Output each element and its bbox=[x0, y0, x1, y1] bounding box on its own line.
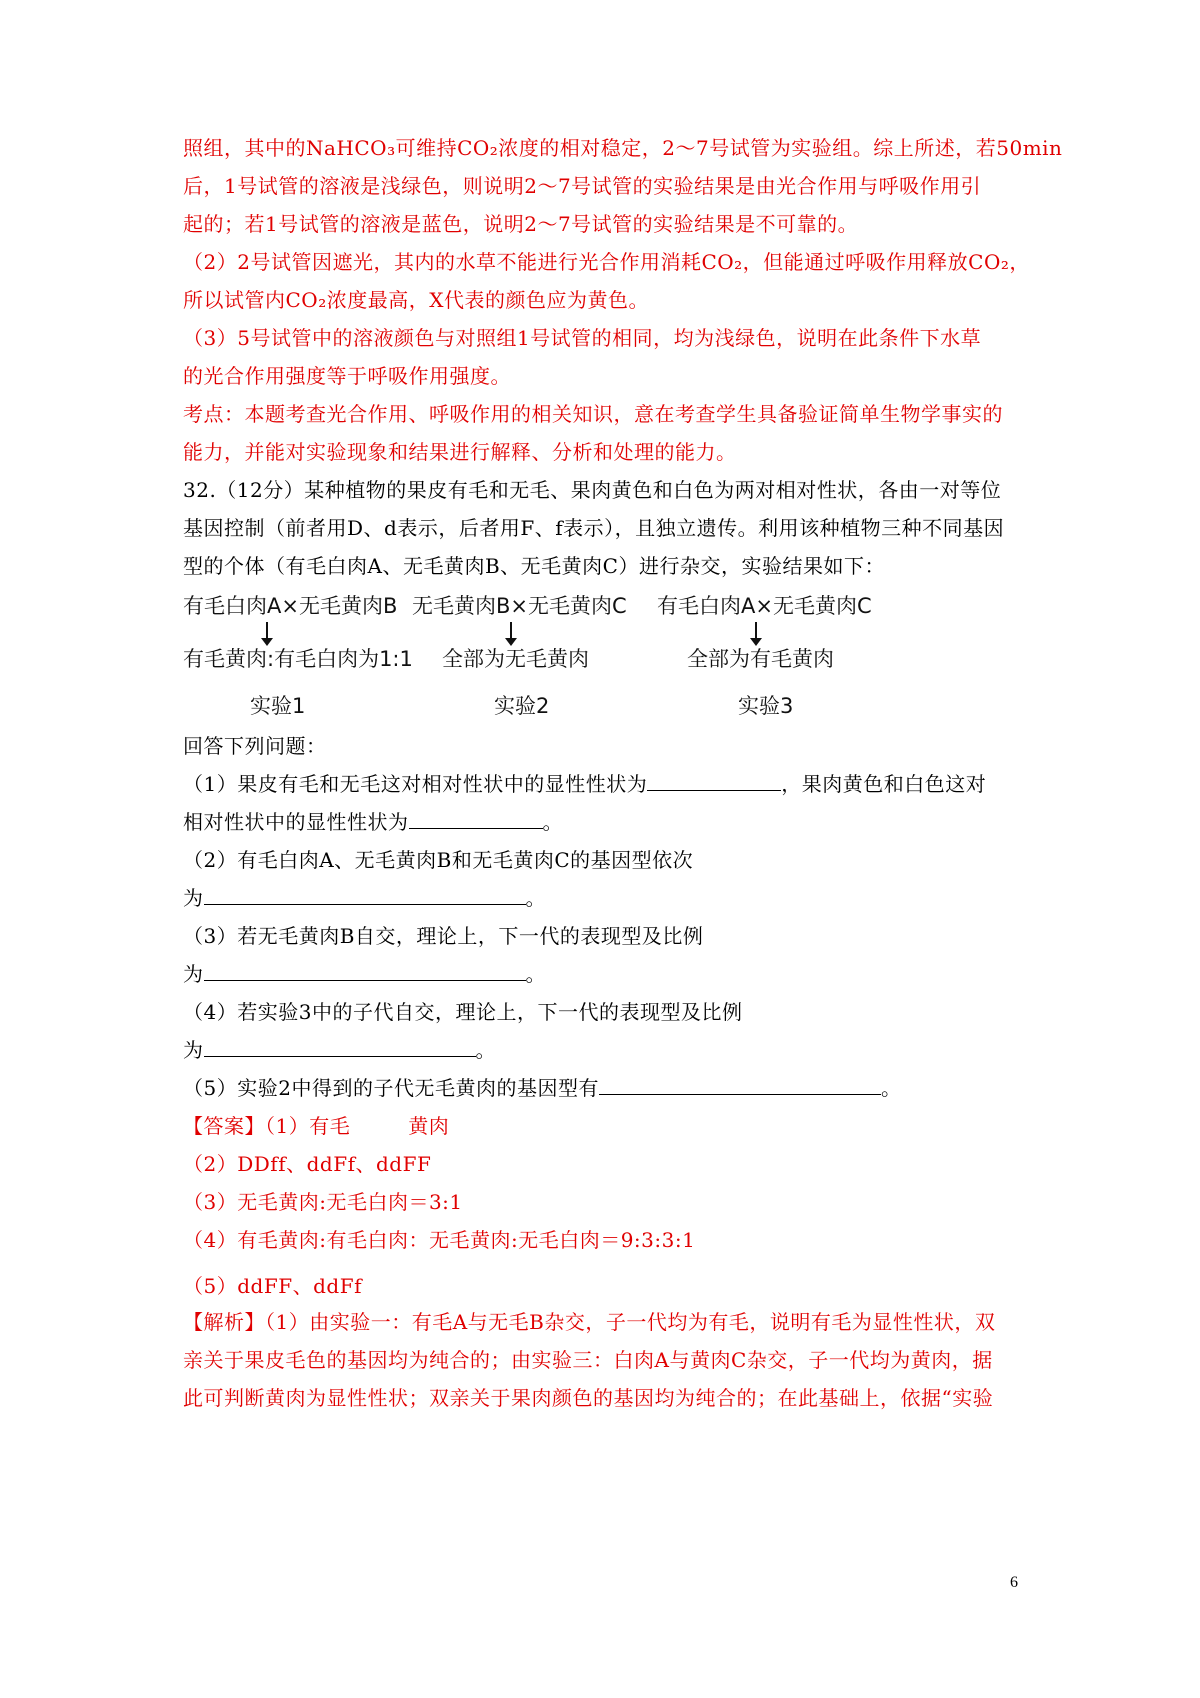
explanation-line: 起的；若1号试管的溶液是蓝色，说明2～7号试管的实验结果是不可靠的。 bbox=[183, 212, 859, 236]
experiment-2-label: 实验2 bbox=[494, 694, 550, 718]
answer-line-2: （2）DDff、ddFf、ddFF bbox=[183, 1152, 432, 1176]
answer-1b: 黄肉 bbox=[408, 1114, 450, 1138]
answer-blank bbox=[204, 960, 526, 981]
period: 。 bbox=[542, 810, 563, 834]
experiment-2-cross: 无毛黄肉B×无毛黄肉C bbox=[412, 594, 627, 618]
sub-question-5-text: （5）实验2中得到的子代无毛黄肉的基因型有 bbox=[183, 1076, 599, 1100]
experiment-1-result: 有毛黄肉:有毛白肉为1:1 bbox=[183, 647, 413, 671]
experiment-2-result: 全部为无毛黄肉 bbox=[442, 647, 589, 671]
sub-question-4: （4）若实验3中的子代自交，理论上，下一代的表现型及比例 bbox=[183, 1000, 743, 1024]
question-stem-line: 型的个体（有毛白肉A、无毛黄肉B、无毛黄肉C）进行杂交，实验结果如下： bbox=[183, 554, 885, 578]
answer-line-3: （3）无毛黄肉:无毛白肉＝3:1 bbox=[183, 1190, 463, 1214]
analysis-tag: 【解析】 bbox=[183, 1310, 265, 1334]
experiment-3-cross: 有毛白肉A×无毛黄肉C bbox=[657, 594, 872, 618]
answer-blank bbox=[204, 1036, 476, 1057]
question-stem-line: 32.（12分）某种植物的果皮有毛和无毛、果肉黄色和白色为两对相对性状，各由一对等位 bbox=[183, 478, 1002, 502]
answer-line-4: （4）有毛黄肉:有毛白肉：无毛黄肉:无毛白肉＝9:3:3:1 bbox=[183, 1228, 696, 1252]
answer-blank bbox=[409, 808, 543, 829]
wei-text: 为 bbox=[183, 886, 204, 910]
page-number: 6 bbox=[1010, 1574, 1018, 1591]
answer-prompt: 回答下列问题： bbox=[183, 734, 327, 758]
analysis-line-1 bbox=[183, 1308, 1033, 1336]
sub-question-4-cont bbox=[183, 1036, 1033, 1064]
arrow-down-icon bbox=[266, 622, 268, 640]
sub-question-1-text: （1）果皮有毛和无毛这对相对性状中的显性性状为 bbox=[183, 772, 648, 796]
sub-question-3: （3）若无毛黄肉B自交，理论上，下一代的表现型及比例 bbox=[183, 924, 704, 948]
explanation-line: 后，1号试管的溶液是浅绿色，则说明2～7号试管的实验结果是由光合作用与呼吸作用引 bbox=[183, 174, 982, 198]
wei-text: 为 bbox=[183, 1038, 204, 1062]
answer-line-5: （5）ddFF、ddFf bbox=[183, 1274, 362, 1298]
explanation-line: 的光合作用强度等于呼吸作用强度。 bbox=[183, 364, 511, 388]
sub-question-3-cont bbox=[183, 960, 1033, 988]
analysis-text: （1）由实验一：有毛A与无毛B杂交，子一代均为有毛，说明有毛为显性性状，双 bbox=[265, 1310, 996, 1334]
period: 。 bbox=[880, 1076, 902, 1100]
experiment-1-label: 实验1 bbox=[250, 694, 306, 718]
answer-tag: 【答案】 bbox=[183, 1114, 265, 1138]
sub-question-1-text-c: 相对性状中的显性性状为 bbox=[183, 810, 409, 834]
experiment-3-label: 实验3 bbox=[738, 694, 794, 718]
kaodian-line: 考点：本题考查光合作用、呼吸作用的相关知识，意在考查学生具备验证简单生物学事实的 bbox=[183, 402, 1003, 426]
question-stem-line: 基因控制（前者用D、d表示，后者用F、f表示），且独立遗传。利用该种植物三种不同基因 bbox=[183, 516, 1005, 540]
answer-blank bbox=[204, 884, 526, 905]
arrow-down-icon bbox=[510, 622, 512, 640]
sub-question-5 bbox=[183, 1074, 1033, 1102]
explanation-line: 所以试管内CO₂浓度最高，X代表的颜色应为黄色。 bbox=[183, 288, 649, 312]
analysis-line-2: 亲关于果皮毛色的基因均为纯合的；由实验三：白肉A与黄肉C杂交，子一代均为黄肉，据 bbox=[183, 1348, 993, 1372]
period: 。 bbox=[475, 1038, 496, 1062]
explanation-line: （3）5号试管中的溶液颜色与对照组1号试管的相同，均为浅绿色，说明在此条件下水草 bbox=[183, 326, 982, 350]
explanation-line: （2）2号试管因遮光，其内的水草不能进行光合作用消耗CO₂，但能通过呼吸作用释放CO₂， bbox=[183, 250, 1030, 274]
period: 。 bbox=[525, 962, 546, 986]
experiment-3-result: 全部为有毛黄肉 bbox=[687, 647, 834, 671]
sub-question-2-cont bbox=[183, 884, 1033, 912]
period: 。 bbox=[525, 886, 546, 910]
analysis-line-3: 此可判断黄肉为显性性状；双亲关于果肉颜色的基因均为纯合的；在此基础上，依据“实验 bbox=[183, 1386, 994, 1410]
arrow-down-icon bbox=[755, 622, 757, 640]
answer-line-1 bbox=[183, 1112, 1033, 1140]
sub-question-1-cont bbox=[183, 808, 1033, 836]
answer-1a: （1）有毛 bbox=[265, 1114, 351, 1138]
answer-blank bbox=[647, 770, 781, 791]
sub-question-1 bbox=[183, 770, 1033, 798]
answer-blank bbox=[599, 1074, 881, 1095]
sub-question-1-text-b: ，果肉黄色和白色这对 bbox=[781, 772, 987, 796]
wei-text: 为 bbox=[183, 962, 204, 986]
explanation-line: 照组，其中的NaHCO₃可维持CO₂浓度的相对稳定，2～7号试管为实验组。综上所述，若50min bbox=[183, 136, 1063, 160]
experiment-1-cross: 有毛白肉A×无毛黄肉B bbox=[183, 594, 398, 618]
sub-question-2: （2）有毛白肉A、无毛黄肉B和无毛黄肉C的基因型依次 bbox=[183, 848, 694, 872]
kaodian-line: 能力，并能对实验现象和结果进行解释、分析和处理的能力。 bbox=[183, 440, 737, 464]
